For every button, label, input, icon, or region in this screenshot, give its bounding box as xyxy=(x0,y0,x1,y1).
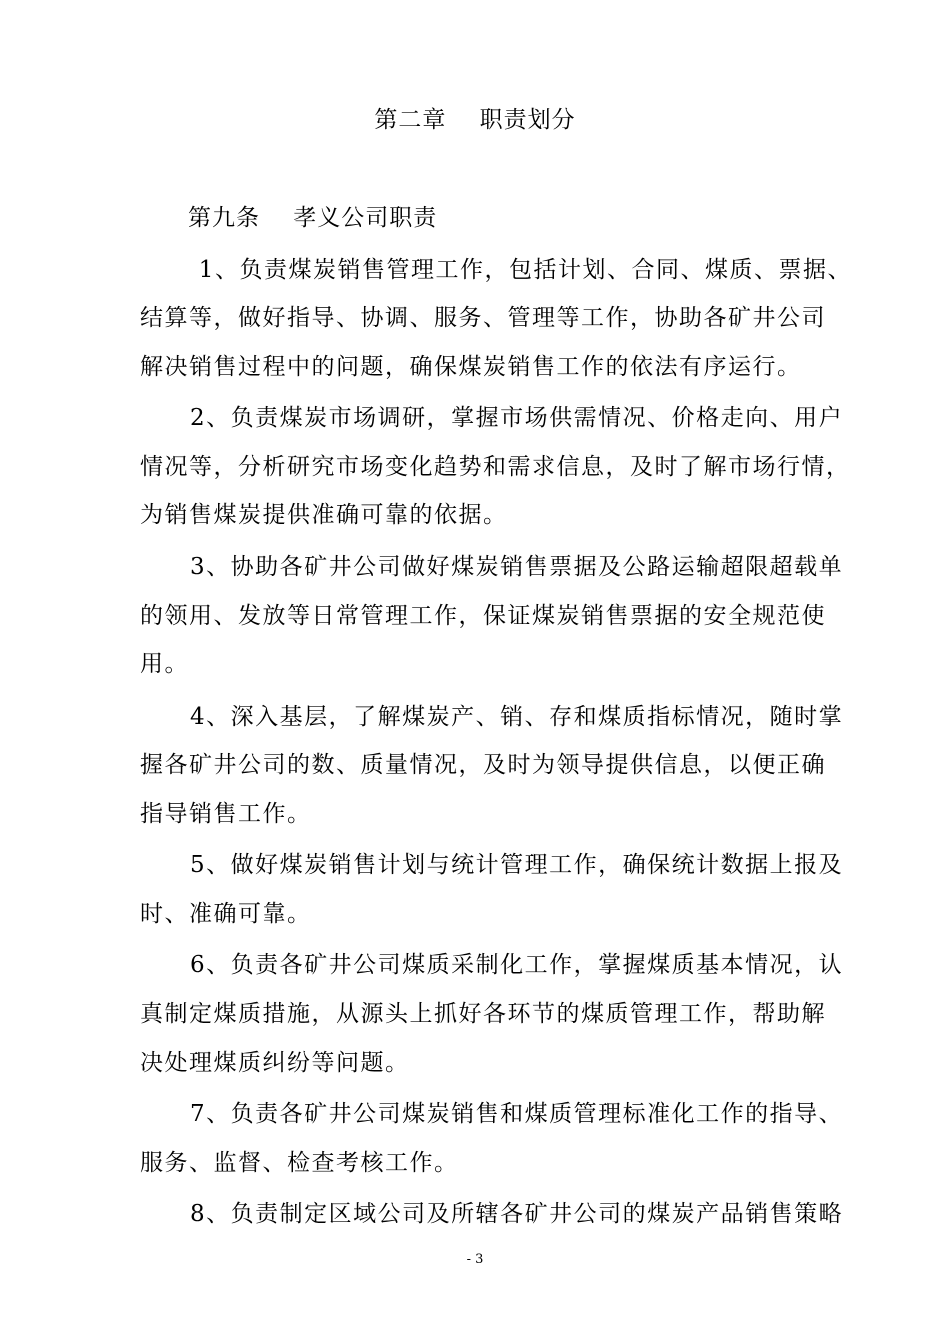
paragraph-1-line-3: 解决销售过程中的问题，确保煤炭销售工作的依法有序运行。 xyxy=(140,354,802,380)
paragraph-2-line-3: 为销售煤炭提供准确可靠的依据。 xyxy=(140,502,508,528)
paragraph-1-line-2: 结算等，做好指导、协调、服务、管理等工作，协助各矿井公司 xyxy=(140,305,826,331)
article-heading: 第九条 孝义公司职责 xyxy=(188,205,438,231)
paragraph-4-line-2: 握各矿井公司的数、质量情况，及时为领导提供信息，以便正确 xyxy=(140,752,826,778)
paragraph-7-line-2: 服务、监督、检查考核工作。 xyxy=(140,1150,459,1176)
paragraph-2-line-2: 情况等，分析研究市场变化趋势和需求信息，及时了解市场行情， xyxy=(140,454,851,480)
paragraph-8-line-1: 8、负责制定区域公司及所辖各矿井公司的煤炭产品销售策略 xyxy=(190,1201,844,1227)
paragraph-5-line-2: 时、准确可靠。 xyxy=(140,901,312,927)
paragraph-6-line-1: 6、负责各矿井公司煤质采制化工作，掌握煤质基本情况，认 xyxy=(190,952,844,978)
chapter-title: 第二章 职责划分 xyxy=(374,107,576,133)
paragraph-3-line-2: 的领用、发放等日常管理工作，保证煤炭销售票据的安全规范使 xyxy=(140,603,826,629)
page-number: - 3 xyxy=(466,1252,484,1267)
paragraph-3-line-1: 3、协助各矿井公司做好煤炭销售票据及公路运输超限超载单 xyxy=(190,554,844,580)
paragraph-6-line-3: 决处理煤质纠纷等问题。 xyxy=(140,1050,410,1076)
paragraph-4-line-1: 4、深入基层，了解煤炭产、销、存和煤质指标情况，随时掌 xyxy=(190,704,844,730)
paragraph-6-line-2: 真制定煤质措施，从源头上抓好各环节的煤质管理工作，帮助解 xyxy=(140,1001,826,1027)
paragraph-1-line-1: 1、负责煤炭销售管理工作，包括计划、合同、煤质、票据、 xyxy=(190,257,852,283)
paragraph-2-line-1: 2、负责煤炭市场调研，掌握市场供需情况、价格走向、用户 xyxy=(190,405,844,431)
paragraph-3-line-3: 用。 xyxy=(140,651,189,677)
paragraph-4-line-3: 指导销售工作。 xyxy=(140,801,312,827)
paragraph-7-line-1: 7、负责各矿井公司煤炭销售和煤质管理标准化工作的指导、 xyxy=(190,1101,844,1127)
paragraph-5-line-1: 5、做好煤炭销售计划与统计管理工作，确保统计数据上报及 xyxy=(190,852,844,878)
